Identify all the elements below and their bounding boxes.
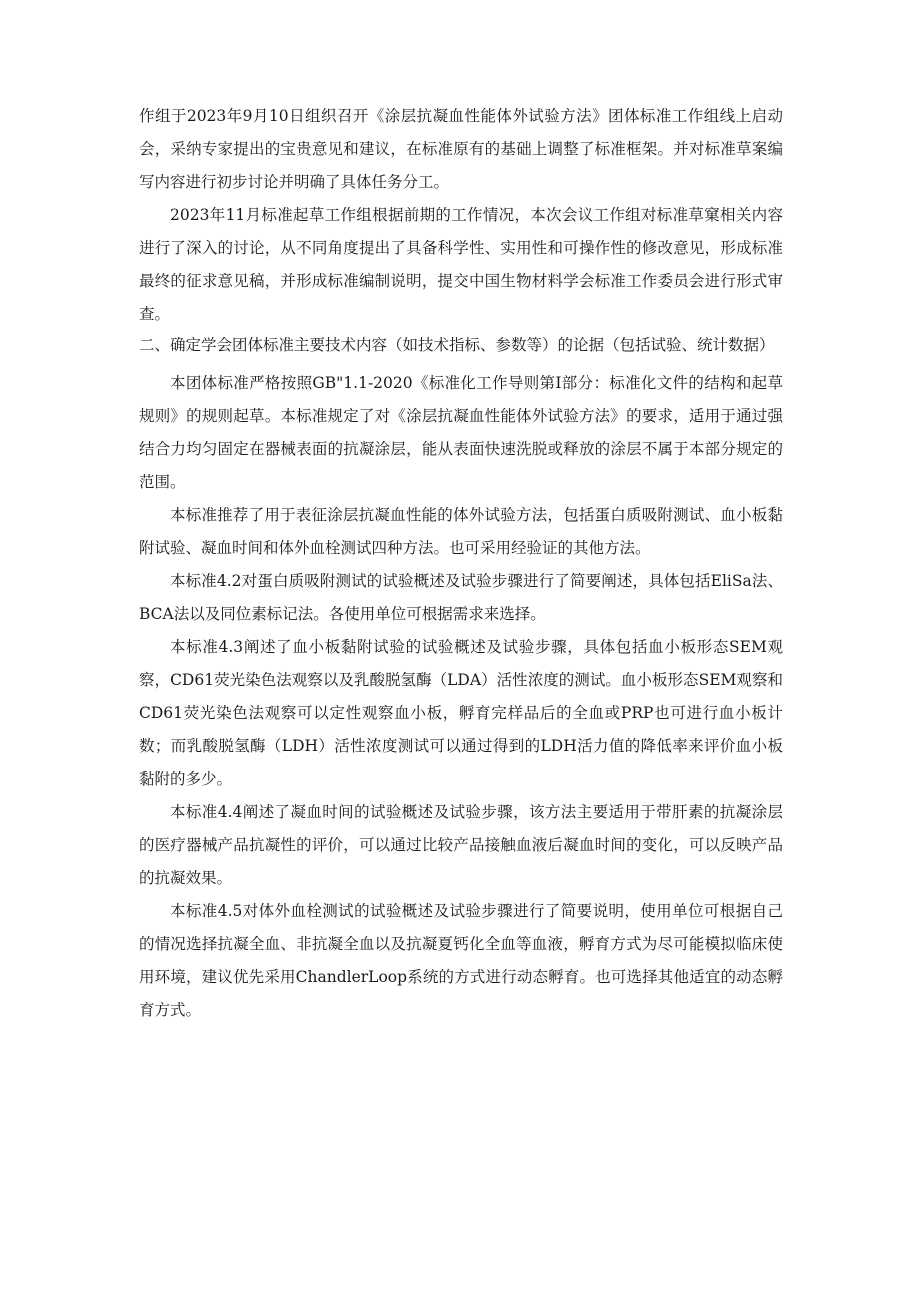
paragraph-section-4-5: 本标准4.5对体外血栓测试的试验概述及试验步骤进行了简要说明，使用单位可根据自己的情况选择抗凝全血、非抗凝全血以及抗凝夏钙化全血等血液，孵育方式为尽可能模拟临床使用环境，建议优先采用ChandlerLoop系统的方式进行动态孵育。也可选择其他适宜的动态孵育方式。: [139, 902, 783, 1019]
paragraph-drafting-rules: 本团体标准严格按照GB"1.1-2020《标准化工作导则第I部分：标准化文件的结构和起草规则》的规则起草。本标准规定了对《涂层抗凝血性能体外试验方法》的要求，适用于通过强结合力均匀固定在器械表面的抗凝涂层，能从表面快速洗脱或释放的涂层不属于本部分规定的范围。: [139, 374, 783, 491]
paragraph-recommended-methods: 本标准推荐了用于表征涂层抗凝血性能的体外试验方法，包括蛋白质吸附测试、血小板黏附试验、凝血时间和体外血栓测试四种方法。也可采用经验证的其他方法。: [139, 506, 783, 557]
section-heading-technical-basis: 二、确定学会团体标准主要技术内容（如技术指标、参数等）的论据（包括试验、统计数据）: [139, 336, 775, 354]
paragraph-kickoff-meeting: 作组于2023年9月10日组织召开《涂层抗凝血性能体外试验方法》团体标准工作组线上启动会，采纳专家提出的宝贵意见和建议，在标准原有的基础上调整了标准框架。并对标准草案编写内容进行初步讨论并明确了具体任务分工。: [139, 107, 783, 191]
document-page: [139, 100, 783, 1027]
paragraph-section-4-3: 本标准4.3阐述了血小板黏附试验的试验概述及试验步骤，具体包括血小板形态SEM观察，CD61荧光染色法观察以及乳酸脱氢酶（LDA）活性浓度的测试。血小板形态SEM观察和CD61荧光染色法观察可以定性观察血小板，孵育完样品后的全血或PRP也可进行血小板计数；而乳酸脱氢酶（LDH）活性浓度测试可以通过得到的LDH活力值的降低率来评价血小板黏附的多少。: [139, 638, 783, 788]
paragraph-section-4-4: 本标准4.4阐述了凝血时间的试验概述及试验步骤，该方法主要适用于带肝素的抗凝涂层的医疗器械产品抗凝性的评价，可以通过比较产品接触血液后凝血时间的变化，可以反映产品的抗凝效果。: [139, 803, 783, 887]
paragraph-november-drafting: 2023年11月标准起草工作组根据前期的工作情况，本次会议工作组对标准草窠相关内容进行了深入的讨论，从不同角度提出了具备科学性、实用性和可操作性的修改意见，形成标准最终的征求意见稿，并形成标准编制说明，提交中国生物材料学会标准工作委员会进行形式审查。: [139, 206, 783, 323]
paragraph-section-4-2: 本标准4.2对蛋白质吸附测试的试验概述及试验步骤进行了简要阐述，具体包括EliSa法、BCA法以及同位素标记法。各使用单位可根据需求来选择。: [139, 572, 783, 623]
